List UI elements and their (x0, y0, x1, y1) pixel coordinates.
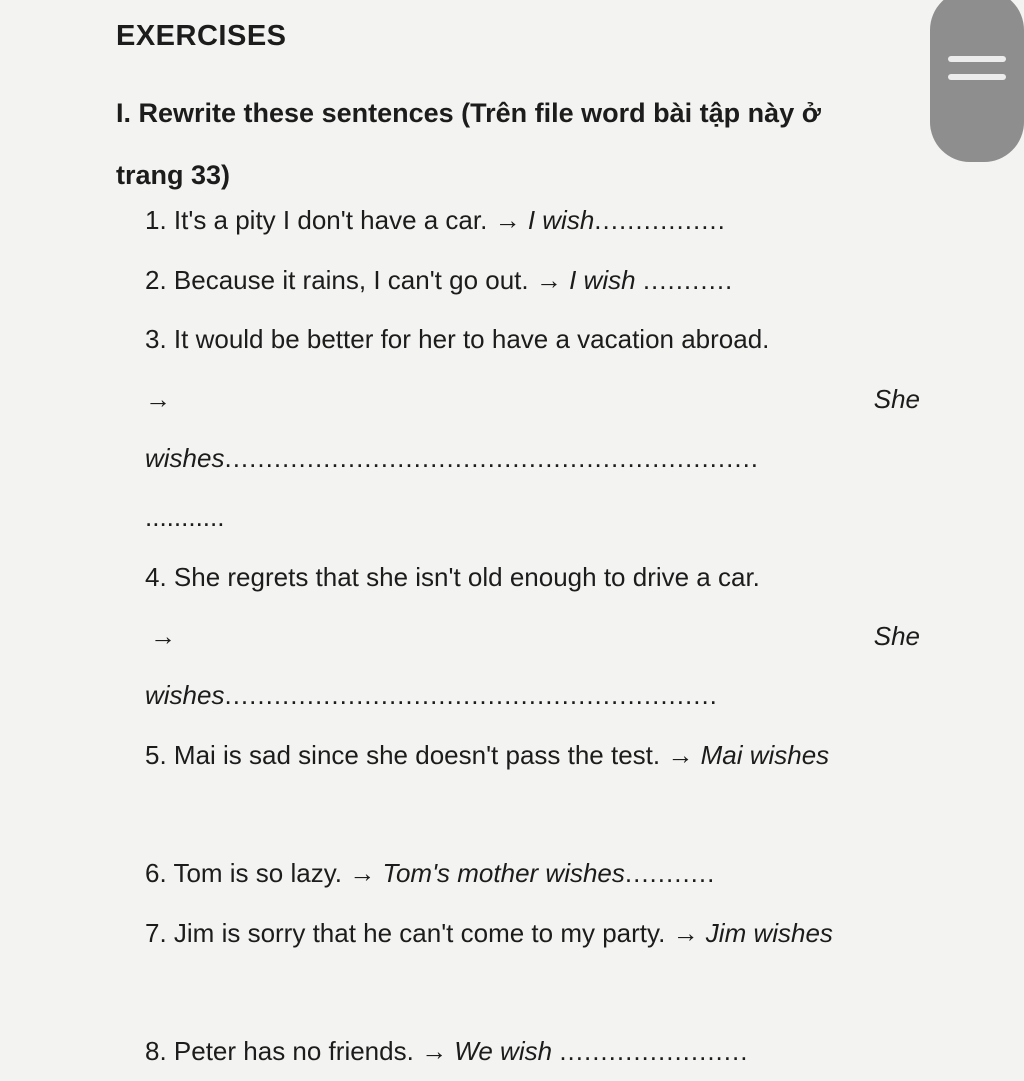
arrow-icon: → (145, 384, 171, 414)
section-title (116, 82, 936, 206)
answer-blank[interactable]: ................ (594, 205, 726, 235)
answer-start: I wish (527, 205, 595, 235)
exercise-item-6 (145, 856, 715, 890)
arrow-icon: → (349, 858, 376, 888)
exercise-item-2 (145, 263, 733, 297)
arrow-icon: → (535, 265, 562, 295)
answer-start: I wish (569, 265, 636, 295)
arrow-icon: → (672, 918, 699, 948)
answer-blank[interactable]: ................................................................. (224, 443, 760, 473)
handle-grip-icon (948, 74, 1006, 80)
answer-continuation (145, 678, 718, 712)
answer-continuation (145, 441, 759, 475)
arrow-icon: → (494, 205, 521, 235)
answer-start: Jim wishes (705, 918, 833, 948)
arrow-icon: → (667, 740, 694, 770)
page-title: EXERCISES (116, 20, 287, 52)
item-prompt: 6. Tom is so lazy. (145, 858, 342, 888)
item-prompt: 4. She regrets that she isn't old enough to drive a car. (145, 562, 760, 592)
exercise-item-5 (145, 738, 829, 772)
section-title-line-1: I. Rewrite these sentences (Trên file word bài tập này ở (116, 98, 821, 128)
handle-grip-icon (948, 56, 1006, 62)
answer-blank[interactable]: ....................... (559, 1036, 749, 1066)
arrow-icon: → (421, 1036, 448, 1066)
arrow-icon: → (150, 621, 176, 651)
section-title-line-2: trang 33) (116, 160, 231, 190)
item-prompt: 3. It would be better for her to have a vacation abroad. (145, 324, 770, 354)
answer-blank-extra[interactable]: ........... (145, 502, 225, 532)
exercise-item-7 (145, 916, 833, 950)
exercise-item-4 (145, 560, 760, 594)
item-prompt: 8. Peter has no friends. (145, 1036, 414, 1066)
item-prompt: 5. Mai is sad since she doesn't pass the test. (145, 740, 661, 770)
item-prompt: 1. It's a pity I don't have a car. (145, 205, 488, 235)
answer-start: Tom's mother wishes (382, 858, 625, 888)
answer-blank[interactable]: ............................................................ (224, 680, 718, 710)
answer-start: She (873, 621, 920, 651)
exercise-item-3 (145, 322, 769, 356)
exercise-item-1 (145, 203, 726, 237)
answer-start: Mai wishes (700, 740, 830, 770)
scroll-handle[interactable] (930, 0, 1024, 162)
answer-blank[interactable]: ........... (624, 858, 716, 888)
answer-start-cont: wishes (145, 680, 225, 710)
item-prompt: 7. Jim is sorry that he can't come to my party. (145, 918, 666, 948)
answer-start: We wish (454, 1036, 553, 1066)
exercise-item-8 (145, 1034, 748, 1068)
answer-start: She (873, 384, 920, 414)
answer-blank[interactable]: ........... (642, 265, 734, 295)
answer-start-cont: wishes (145, 443, 225, 473)
item-prompt: 2. Because it rains, I can't go out. (145, 265, 529, 295)
